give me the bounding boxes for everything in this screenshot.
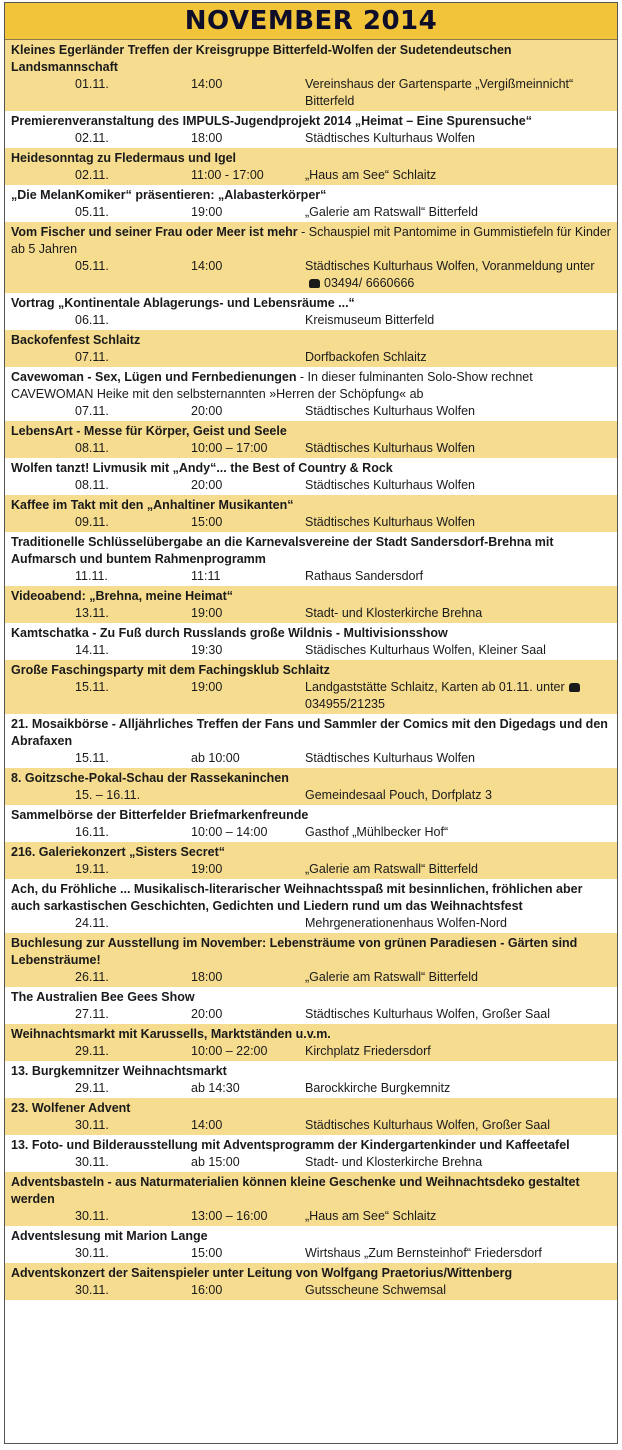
event-details (5, 258, 617, 293)
event-date: 01.11. (75, 77, 109, 91)
event-location (305, 1208, 617, 1225)
event-date: 15. – 16.11. (75, 788, 141, 802)
event-title: Kaffee im Takt mit den „Anhaltiner Musikanten“ (11, 498, 294, 512)
event-location (305, 312, 617, 329)
event-location-text: „Haus am See“ Schlaitz (305, 168, 437, 182)
event-time: 20:00 (191, 478, 223, 492)
event-location-text: Städtisches Kulturhaus Wolfen (305, 441, 476, 455)
event-location-text: Gutsscheune Schwemsal (305, 1283, 447, 1297)
event-details (5, 1208, 617, 1226)
event-description (5, 879, 617, 915)
event-date: 15.11. (75, 680, 109, 694)
event-location (305, 642, 617, 659)
event-location-text: Vereinshaus der Gartensparte „Vergißmeinnicht“ Bitterfeld (305, 77, 574, 108)
event-title: 21. Mosaikbörse - Alljährliches Treffen der Fans und Sammler der Comics mit den Digedags und den Abrafaxen (11, 717, 608, 748)
event-location (305, 440, 617, 457)
event-details (5, 440, 617, 458)
event-item (5, 367, 617, 421)
event-location (305, 824, 617, 841)
event-title: Adventskonzert der Saitenspieler unter Leitung von Wolfgang Praetorius/Wittenberg (11, 1266, 513, 1280)
event-time: 11:00 - 17:00 (191, 168, 264, 182)
event-location-text: Wirtshaus „Zum Bernsteinhof“ Friedersdorf (305, 1246, 542, 1260)
event-location (305, 787, 617, 804)
event-title: LebensArt - Messe für Körper, Geist und Seele (11, 424, 287, 438)
event-time: ab 15:00 (191, 1155, 240, 1169)
event-details (5, 204, 617, 222)
event-details (5, 605, 617, 623)
event-date: 07.11. (75, 404, 109, 418)
event-date: 30.11. (75, 1155, 109, 1169)
event-details (5, 861, 617, 879)
event-date: 02.11. (75, 131, 109, 145)
event-description (5, 660, 617, 679)
event-details (5, 1282, 617, 1300)
event-details (5, 312, 617, 330)
event-description (5, 532, 617, 568)
event-time: 15:00 (191, 1246, 223, 1260)
event-item (5, 222, 617, 293)
event-date: 19.11. (75, 862, 109, 876)
event-location-text: Stadt- und Klosterkirche Brehna (305, 606, 483, 620)
event-item (5, 111, 617, 148)
event-description (5, 933, 617, 969)
event-description (5, 293, 617, 312)
event-time: ab 10:00 (191, 751, 240, 765)
event-date: 06.11. (75, 313, 109, 327)
event-title: Premierenveranstaltung des IMPULS-Jugendprojekt 2014 „Heimat – Eine Spurensuche“ (11, 114, 532, 128)
event-date: 30.11. (75, 1118, 109, 1132)
event-title: 8. Goitzsche-Pokal-Schau der Rassekaninchen (11, 771, 289, 785)
event-description (5, 1024, 617, 1043)
event-title: Vom Fischer und seiner Frau oder Meer ist mehr (11, 225, 298, 239)
event-location (305, 76, 617, 110)
event-details (5, 1043, 617, 1061)
telephone-icon (309, 279, 320, 288)
event-item (5, 660, 617, 714)
event-date: 30.11. (75, 1209, 109, 1223)
event-title: 23. Wolfener Advent (11, 1101, 131, 1115)
event-location-text: Stadt- und Klosterkirche Brehna (305, 1155, 483, 1169)
event-details (5, 76, 617, 111)
event-details (5, 349, 617, 367)
event-location-text: Städtisches Kulturhaus Wolfen (305, 404, 476, 418)
event-item (5, 1024, 617, 1061)
event-location-text: Rathaus Sandersdorf (305, 569, 424, 583)
event-location (305, 1043, 617, 1060)
event-description (5, 1061, 617, 1080)
event-time: 15:00 (191, 515, 223, 529)
event-date: 14.11. (75, 643, 109, 657)
event-time: 13:00 – 16:00 (191, 1209, 268, 1223)
event-date: 05.11. (75, 259, 109, 273)
event-subtitle: - In dieser fulminanten Solo-Show rechnet CAVEWOMAN Heike mit den selbsternannten »Herren der Schöpfung« ab (11, 370, 533, 401)
event-details (5, 824, 617, 842)
event-date: 08.11. (75, 478, 109, 492)
event-title: Ach, du Fröhliche ... Musikalisch-literarischer Weihnachtsspaß mit besinnlichen, fröhlichen aber auch sarkastischen Geschichten, Gedichten und Liedern rund um das Weihnachtsfest (11, 882, 583, 913)
event-details (5, 477, 617, 495)
event-description (5, 330, 617, 349)
event-location-text: Kreismuseum Bitterfeld (305, 313, 435, 327)
event-location (305, 605, 617, 622)
event-item (5, 1098, 617, 1135)
event-time: 14:00 (191, 259, 223, 273)
event-item (5, 1061, 617, 1098)
event-description (5, 495, 617, 514)
event-title: Vortrag „Kontinentale Ablagerungs- und Lebensräume ...“ (11, 296, 355, 310)
event-title: Cavewoman - Sex, Lügen und Fernbedienungen (11, 370, 297, 384)
event-details (5, 915, 617, 933)
event-description (5, 458, 617, 477)
event-location-text: Städtisches Kulturhaus Wolfen (305, 478, 476, 492)
event-item (5, 1226, 617, 1263)
event-title: 13. Foto- und Bilderausstellung mit Adventsprogramm der Kindergartenkinder und Kaffeetafel (11, 1138, 570, 1152)
event-time: 18:00 (191, 131, 223, 145)
event-details (5, 130, 617, 148)
event-location-text: „Galerie am Ratswall“ Bitterfeld (305, 862, 478, 876)
event-subtitle: - Schauspiel mit Pantomime in Gummistiefeln für Kinder ab 5 Jahren (11, 225, 611, 256)
event-location (305, 403, 617, 420)
event-time: 10:00 – 14:00 (191, 825, 268, 839)
event-item (5, 1172, 617, 1226)
event-details (5, 787, 617, 805)
event-details (5, 969, 617, 987)
event-title: Heidesonntag zu Fledermaus und Igel (11, 151, 237, 165)
event-title: Wolfen tanzt! Livmusik mit „Andy“... the Best of Country & Rock (11, 461, 393, 475)
month-title: NOVEMBER 2014 (184, 6, 438, 36)
event-location-text: Städtisches Kulturhaus Wolfen (305, 515, 476, 529)
event-time: 19:00 (191, 606, 223, 620)
event-location (305, 258, 617, 292)
event-item (5, 532, 617, 586)
event-item (5, 185, 617, 222)
event-item (5, 421, 617, 458)
event-description (5, 1263, 617, 1282)
event-description (5, 421, 617, 440)
event-title: Kleines Egerländer Treffen der Kreisgruppe Bitterfeld-Wolfen der Sudetendeutschen Landsmannschaft (11, 43, 512, 74)
event-title: Sammelbörse der Bitterfelder Briefmarkenfreunde (11, 808, 309, 822)
event-details (5, 167, 617, 185)
event-date: 05.11. (75, 205, 109, 219)
event-location (305, 1154, 617, 1171)
event-location (305, 349, 617, 366)
event-location (305, 514, 617, 531)
event-title: 216. Galeriekonzert „Sisters Secret“ (11, 845, 226, 859)
event-location-text: Barockkirche Burgkemnitz (305, 1081, 451, 1095)
event-details (5, 1006, 617, 1024)
event-location (305, 969, 617, 986)
event-location (305, 1006, 617, 1023)
event-list (5, 40, 617, 1300)
event-details (5, 514, 617, 532)
event-item (5, 879, 617, 933)
event-title: 13. Burgkemnitzer Weihnachtsmarkt (11, 1064, 227, 1078)
event-title: The Australien Bee Gees Show (11, 990, 195, 1004)
event-description (5, 623, 617, 642)
event-title: Videoabend: „Brehna, meine Heimat“ (11, 589, 234, 603)
event-phone: 034955/21235 (305, 697, 385, 711)
event-description (5, 987, 617, 1006)
event-description (5, 40, 617, 76)
event-description (5, 714, 617, 750)
event-location-text: Landgaststätte Schlaitz, Karten ab 01.11. unter (305, 680, 565, 694)
event-date: 16.11. (75, 825, 109, 839)
event-time: ab 14:30 (191, 1081, 240, 1095)
event-title: Adventsbasteln - aus Naturmaterialien können kleine Geschenke und Weihnachtsdeko gestaltet werden (11, 1175, 580, 1206)
event-description (5, 1172, 617, 1208)
event-location (305, 477, 617, 494)
event-title: Weihnachtsmarkt mit Karussells, Marktständen u.v.m. (11, 1027, 331, 1041)
event-time: 20:00 (191, 1007, 223, 1021)
event-location-text: Gasthof „Mühlbecker Hof“ (305, 825, 449, 839)
event-time: 10:00 – 17:00 (191, 441, 268, 455)
event-date: 27.11. (75, 1007, 109, 1021)
event-title: Buchlesung zur Ausstellung im November: Lebensträume von grünen Paradiesen - Gärten sind Lebensträume! (11, 936, 578, 967)
event-item (5, 293, 617, 330)
event-location (305, 167, 617, 184)
event-date: 02.11. (75, 168, 109, 182)
event-details (5, 1117, 617, 1135)
event-date: 09.11. (75, 515, 109, 529)
event-item (5, 458, 617, 495)
event-details (5, 1080, 617, 1098)
event-location (305, 1282, 617, 1299)
event-description (5, 367, 617, 403)
month-header (5, 3, 617, 40)
event-item (5, 495, 617, 532)
event-location (305, 861, 617, 878)
event-time: 11:11 (191, 569, 221, 583)
event-item (5, 1263, 617, 1300)
event-location-text: Städtisches Kulturhaus Wolfen (305, 751, 476, 765)
event-date: 15.11. (75, 751, 109, 765)
event-title: Backofenfest Schlaitz (11, 333, 141, 347)
event-location-text: „Galerie am Ratswall“ Bitterfeld (305, 205, 478, 219)
event-details (5, 568, 617, 586)
event-description (5, 1135, 617, 1154)
event-time: 19:30 (191, 643, 223, 657)
calendar-page (4, 2, 618, 1444)
event-item (5, 40, 617, 111)
event-description (5, 805, 617, 824)
event-description (5, 1226, 617, 1245)
event-location-text: Kirchplatz Friedersdorf (305, 1044, 431, 1058)
event-date: 30.11. (75, 1246, 109, 1260)
event-location (305, 130, 617, 147)
event-location-text: Gemeindesaal Pouch, Dorfplatz 3 (305, 788, 492, 802)
event-time: 19:00 (191, 205, 223, 219)
event-time: 16:00 (191, 1283, 223, 1297)
event-location (305, 1117, 617, 1134)
event-date: 11.11. (75, 569, 108, 583)
event-description (5, 768, 617, 787)
event-location (305, 1245, 617, 1262)
event-location (305, 679, 617, 713)
event-item (5, 933, 617, 987)
event-date: 08.11. (75, 441, 109, 455)
event-location-text: „Haus am See“ Schlaitz (305, 1209, 437, 1223)
event-location-text: „Galerie am Ratswall“ Bitterfeld (305, 970, 478, 984)
event-title: Große Faschingsparty mit dem Fachingsklub Schlaitz (11, 663, 330, 677)
event-details (5, 679, 617, 714)
event-time: 10:00 – 22:00 (191, 1044, 268, 1058)
event-details (5, 1154, 617, 1172)
event-item (5, 623, 617, 660)
event-details (5, 642, 617, 660)
event-item (5, 768, 617, 805)
event-time: 14:00 (191, 1118, 223, 1132)
event-description (5, 586, 617, 605)
event-location-text: Städtisches Kulturhaus Wolfen, Großer Saal (305, 1007, 551, 1021)
event-date: 13.11. (75, 606, 109, 620)
event-location (305, 750, 617, 767)
event-description (5, 111, 617, 130)
event-description (5, 222, 617, 258)
event-item (5, 148, 617, 185)
event-item (5, 987, 617, 1024)
event-location (305, 568, 617, 585)
event-location-text: Städtisches Kulturhaus Wolfen, Großer Saal (305, 1118, 551, 1132)
event-item (5, 1135, 617, 1172)
event-time: 20:00 (191, 404, 223, 418)
event-location (305, 1080, 617, 1097)
event-date: 30.11. (75, 1283, 109, 1297)
event-location-text: Städisches Kulturhaus Wolfen, Kleiner Saal (305, 643, 546, 657)
event-title: Traditionelle Schlüsselübergabe an die Karnevalsvereine der Stadt Sandersdorf-Brehna mit Aufmarsch und buntem Rahmenprogramm (11, 535, 554, 566)
event-date: 26.11. (75, 970, 109, 984)
event-location (305, 204, 617, 221)
event-item (5, 586, 617, 623)
event-item (5, 330, 617, 367)
event-description (5, 185, 617, 204)
event-location-text: Mehrgenerationenhaus Wolfen-Nord (305, 916, 507, 930)
event-date: 07.11. (75, 350, 109, 364)
event-item (5, 805, 617, 842)
event-description (5, 1098, 617, 1117)
event-date: 29.11. (75, 1081, 109, 1095)
event-item (5, 842, 617, 879)
event-description (5, 148, 617, 167)
event-title: Adventslesung mit Marion Lange (11, 1229, 208, 1243)
event-location-text: Dorfbackofen Schlaitz (305, 350, 427, 364)
event-location-text: Städtisches Kulturhaus Wolfen, Voranmeldung unter (305, 259, 595, 273)
event-title: Kamtschatka - Zu Fuß durch Russlands große Wildnis - Multivisionsshow (11, 626, 448, 640)
event-details (5, 1245, 617, 1263)
event-details (5, 750, 617, 768)
event-time: 19:00 (191, 862, 223, 876)
event-time: 19:00 (191, 680, 223, 694)
event-description (5, 842, 617, 861)
telephone-icon (569, 683, 580, 692)
event-time: 18:00 (191, 970, 223, 984)
event-title: „Die MelanKomiker“ präsentieren: „Alabasterkörper“ (11, 188, 327, 202)
event-item (5, 714, 617, 768)
event-time: 14:00 (191, 77, 223, 91)
event-details (5, 403, 617, 421)
event-date: 24.11. (75, 916, 109, 930)
event-phone: 03494/ 6660666 (324, 276, 415, 290)
event-location-text: Städtisches Kulturhaus Wolfen (305, 131, 476, 145)
event-date: 29.11. (75, 1044, 109, 1058)
event-location (305, 915, 617, 932)
